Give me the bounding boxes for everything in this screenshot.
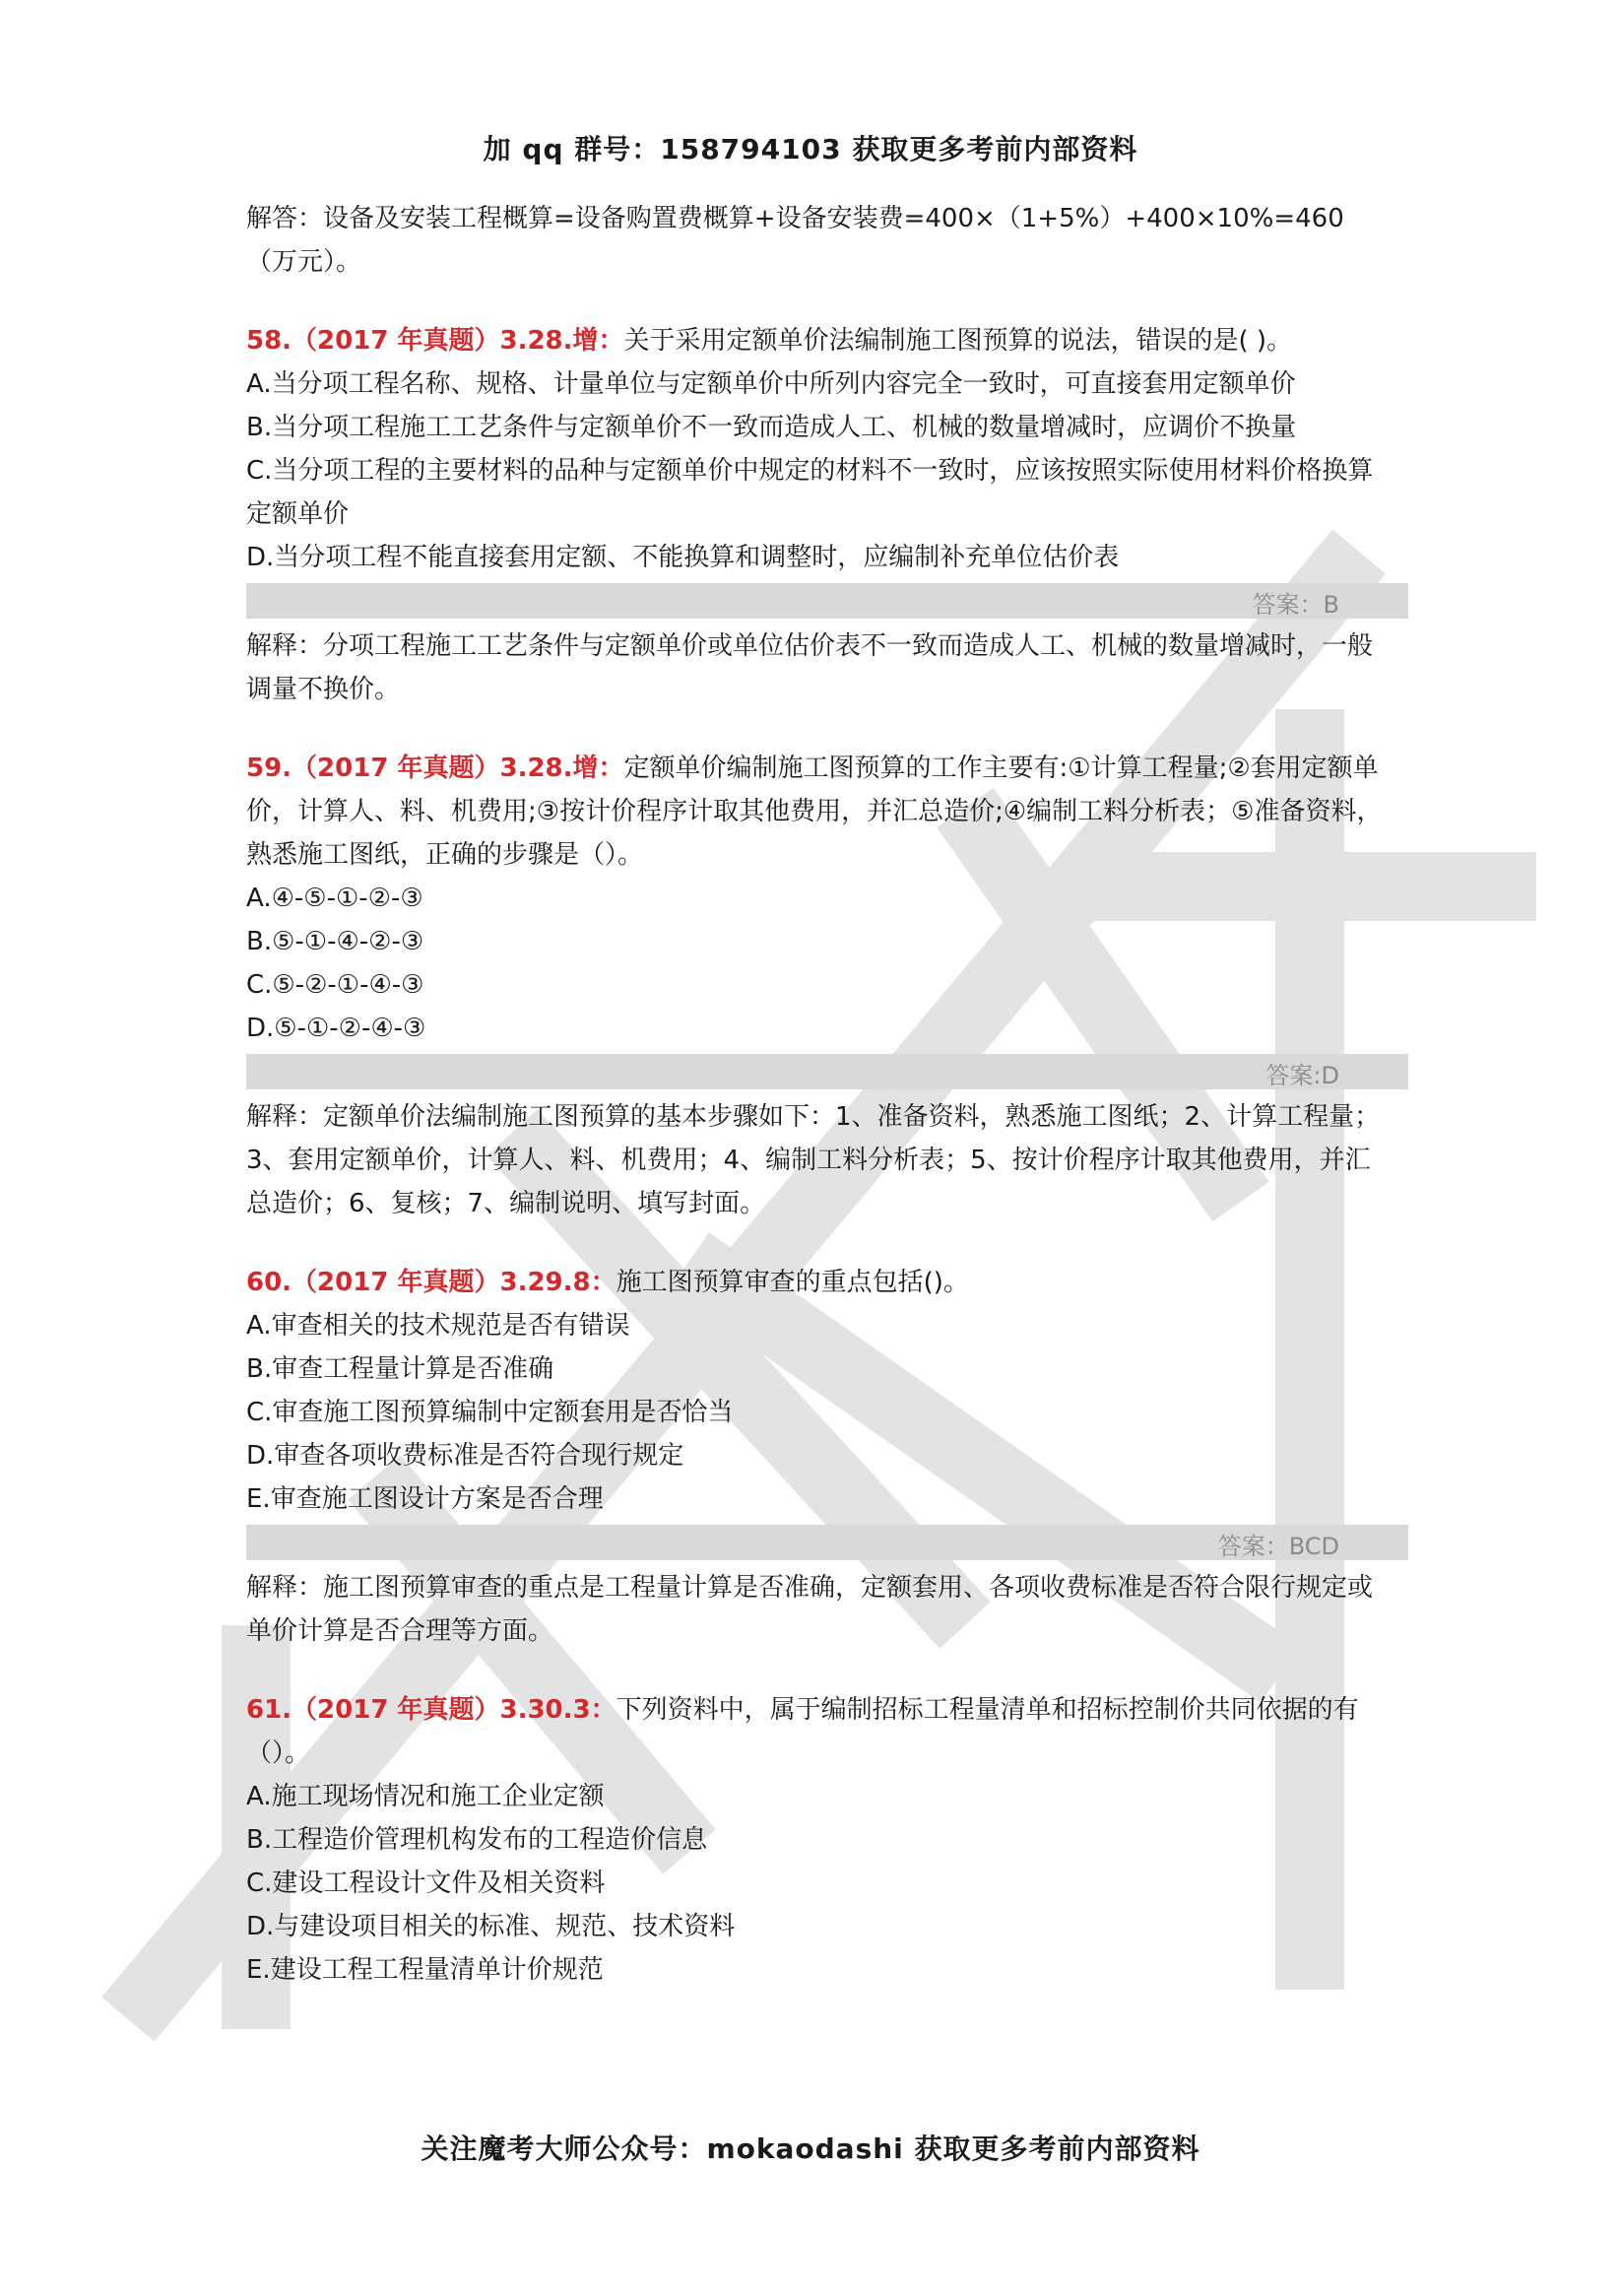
option-a: A.④-⑤-①-②-③ — [246, 884, 423, 913]
question-59 — [246, 747, 1389, 1225]
question-text: 关于采用定额单价法编制施工图预算的说法，错误的是( )。 — [623, 326, 1293, 356]
option-c: C.审查施工图预算编制中定额套用是否恰当 — [246, 1398, 734, 1427]
intro-line: 解答：设备及安装工程概算=设备购置费概算+设备安装费=400×（1+5%）+400×10%=460 — [246, 204, 1344, 233]
option-d: D.⑤-①-②-④-③ — [246, 1014, 426, 1043]
question-text: 定额单价编制施工图预算的工作主要有:①计算工程量;②套用定额单价，计算人、料、机费用;③按计价程序计取其他费用，并汇总造价;④编制工料分析表；⑤准备资料，熟悉施工图纸，正确的步骤是（）。 — [246, 754, 1383, 870]
question-60 — [246, 1261, 1389, 1653]
answer-bar — [246, 1054, 1408, 1089]
question-stem — [246, 747, 1389, 877]
intro-explanation — [246, 197, 1389, 284]
document-body — [246, 197, 1389, 1992]
option-c: C.⑤-②-①-④-③ — [246, 970, 424, 1000]
option-b: B.工程造价管理机构发布的工程造价信息 — [246, 1825, 708, 1855]
answer-bar — [246, 1525, 1408, 1560]
explanation: 解释：施工图预算审查的重点是工程量计算是否准确，定额套用、各项收费标准是否符合限行规定或单价计算是否合理等方面。 — [246, 1573, 1374, 1646]
option-a: A.当分项工程名称、规格、计量单位与定额单价中所列内容完全一致时，可直接套用定额单价 — [246, 369, 1296, 399]
intro-line: （万元）。 — [246, 247, 362, 277]
question-number: 61.（2017 年真题）3.30.3： — [246, 1695, 616, 1725]
option-d: D.与建设项目相关的标准、规范、技术资料 — [246, 1912, 736, 1941]
question-number: 60.（2017 年真题）3.29.8： — [246, 1268, 616, 1297]
option-a: A.审查相关的技术规范是否有错误 — [246, 1311, 630, 1341]
option-e: E.建设工程工程量清单计价规范 — [246, 1955, 604, 1985]
option-b: B.审查工程量计算是否准确 — [246, 1354, 554, 1384]
question-stem — [246, 1688, 1389, 1775]
question-stem — [246, 1261, 1389, 1304]
explanation: 解释：定额单价法编制施工图预算的基本步骤如下：1、准备资料，熟悉施工图纸；2、计算工程量；3、套用定额单价，计算人、料、机费用；4、编制工料分析表；5、按计价程序计取其他费用，并汇总造价；6、复核；7、编制说明、填写封面。 — [246, 1102, 1381, 1218]
question-text: 下列资料中，属于编制招标工程量清单和招标控制价共同依据的有（）。 — [246, 1695, 1359, 1768]
answer-bar — [246, 583, 1408, 619]
option-a: A.施工现场情况和施工企业定额 — [246, 1782, 605, 1811]
question-number: 59.（2017 年真题）3.28.增： — [246, 754, 624, 783]
option-b: B.当分项工程施工工艺条件与定额单价不一致而造成人工、机械的数量增减时，应调价不换量 — [246, 413, 1297, 442]
question-text: 施工图预算审查的重点包括()。 — [616, 1268, 969, 1297]
option-c: C.当分项工程的主要材料的品种与定额单价中规定的材料不一致时，应该按照实际使用材料价格换算定额单价 — [246, 456, 1374, 529]
page-footer: 关注魔考大师公众号：mokaodashi 获取更多考前内部资料 — [421, 2132, 1200, 2165]
option-c: C.建设工程设计文件及相关资料 — [246, 1869, 606, 1898]
question-61 — [246, 1688, 1389, 1992]
question-stem — [246, 319, 1389, 362]
option-b: B.⑤-①-④-②-③ — [246, 927, 424, 956]
answer-text: 答案:D — [1265, 1062, 1339, 1089]
explanation: 解释：分项工程施工工艺条件与定额单价或单位估价表不一致而造成人工、机械的数量增减时，一般调量不换价。 — [246, 631, 1374, 704]
option-d: D.当分项工程不能直接套用定额、不能换算和调整时，应编制补充单位估价表 — [246, 543, 1120, 572]
option-e: E.审查施工图设计方案是否合理 — [246, 1484, 604, 1514]
answer-text: 答案：BCD — [1217, 1533, 1339, 1560]
option-d: D.审查各项收费标准是否符合现行规定 — [246, 1441, 684, 1471]
page-header: 加 qq 群号：158794103 获取更多考前内部资料 — [483, 133, 1138, 165]
question-58 — [246, 319, 1389, 711]
question-number: 58.（2017 年真题）3.28.增： — [246, 326, 624, 356]
answer-text: 答案：B — [1252, 591, 1339, 619]
